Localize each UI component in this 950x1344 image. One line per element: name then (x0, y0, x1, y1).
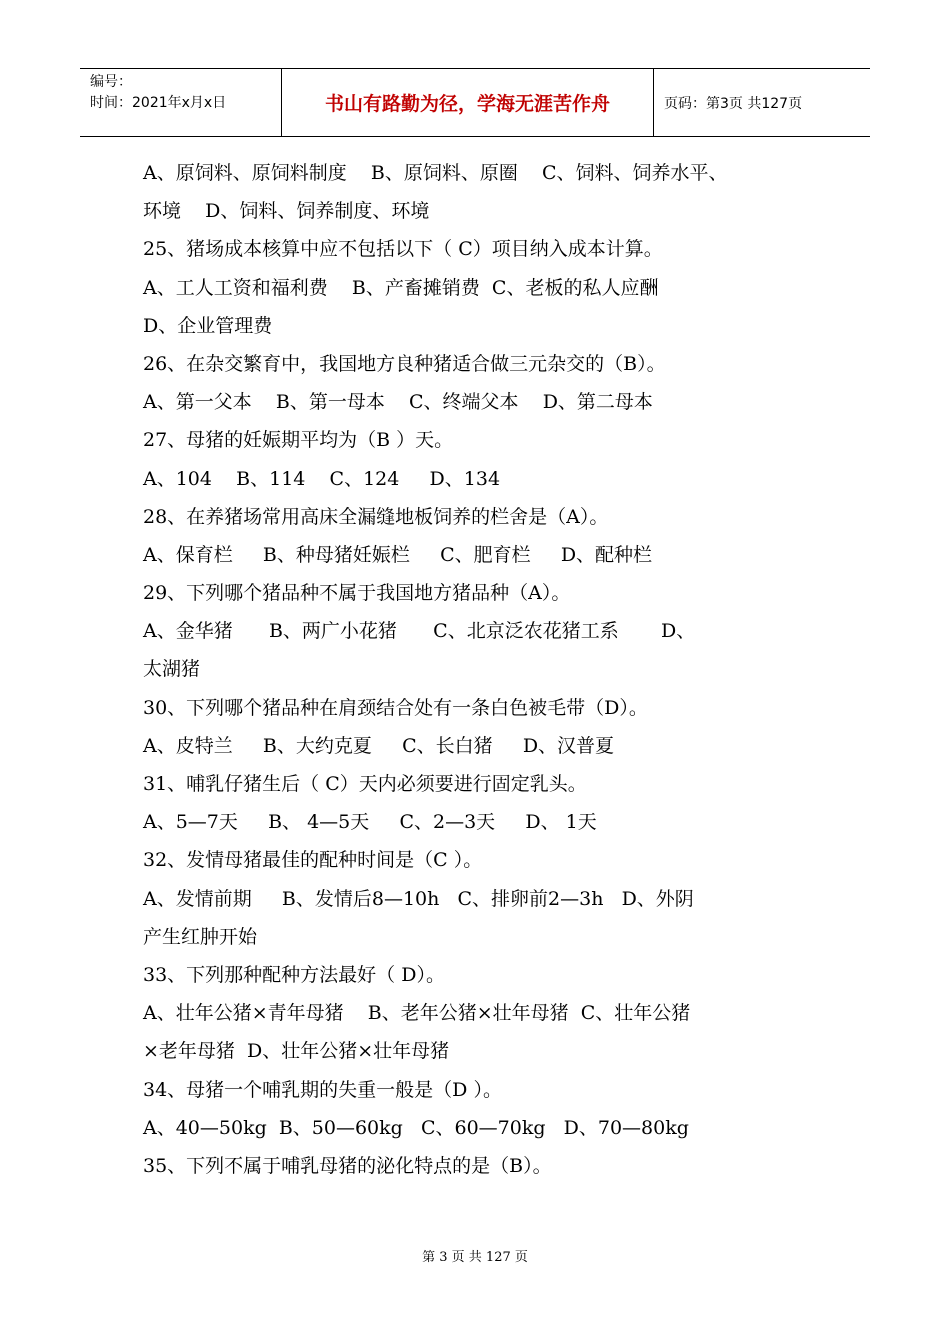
text-line: D、企业管理费 (143, 314, 273, 337)
time-label: 时间：2021年x月x日 (90, 95, 227, 111)
text-line: 35、下列不属于哺乳母猪的泌化特点的是（B）。 (143, 1154, 552, 1177)
text-line: 33、下列那种配种方法最好（ D）。 (143, 963, 445, 986)
text-line: A、工人工资和福利费 B、产畜摊销费 C、老板的私人应酬 (143, 276, 659, 299)
text-line: A、保育栏 B、种母猪妊娠栏 C、肥育栏 D、配种栏 (143, 543, 653, 566)
text-line: ×老年母猪 D、壮年公猪×壮年母猪 (143, 1040, 450, 1063)
header-motto: 书山有路勤为径，学海无涯苦作舟 (282, 69, 654, 136)
text-line: A、原饲料、原饲料制度 B、原饲料、原圈 C、饲料、饲养水平、 (143, 162, 728, 184)
text-line: 26、在杂交繁育中，我国地方良种猪适合做三元杂交的（B）。 (143, 352, 666, 375)
text-line: A、壮年公猪×青年母猪 B、老年公猪×壮年母猪 C、壮年公猪 (143, 1002, 691, 1025)
text-line: A、第一父本 B、第一母本 C、终端父本 D、第二母本 (143, 391, 653, 414)
text-line: 28、在养猪场常用高床全漏缝地板饲养的栏舍是（A）。 (143, 505, 609, 528)
header-page-label: 页码：第3页 共127页 (664, 95, 803, 112)
text-line: 34、母猪一个哺乳期的失重一般是（D ）。 (143, 1078, 502, 1101)
text-line: A、104 B、114 C、124 D、134 (143, 467, 501, 490)
text-line: A、金华猪 B、两广小花猪 C、北京泛农花猪工系 D、 (143, 620, 696, 643)
page-header (80, 68, 870, 137)
text-line: 27、母猪的妊娠期平均为（B ）天。 (143, 429, 454, 452)
text-line: 31、哺乳仔猪生后（ C）天内必须要进行固定乳头。 (143, 773, 587, 795)
question-body (143, 154, 823, 1185)
text-line: 太湖猪 (143, 658, 201, 681)
text-line: 32、发情母猪最佳的配种时间是（C ）。 (143, 849, 483, 872)
header-meta (80, 69, 282, 136)
text-line: A、皮特兰 B、大约克夏 C、长白猪 D、汉普夏 (143, 734, 615, 757)
text-line: 30、下列哪个猪品种在肩颈结合处有一条白色被毛带（D）。 (143, 696, 648, 719)
text-line: 产生红肿开始 (143, 925, 258, 948)
text-line: 29、下列哪个猪品种不属于我国地方猪品种（A）。 (143, 582, 571, 605)
number-label: 编号： (90, 74, 132, 90)
text-line: A、5—7天 B、 4—5天 C、2—3天 D、 1天 (143, 811, 597, 834)
text-line: 环境 D、饲料、饲养制度、环境 (143, 200, 430, 223)
text-line: A、发情前期 B、发情后8—10h C、排卵前2—3h D、外阴 (143, 887, 694, 910)
page-footer: 第 3 页 共 127 页 (422, 1250, 528, 1265)
text-line: 25、猪场成本核算中应不包括以下（ C）项目纳入成本计算。 (143, 238, 663, 261)
text-line: A、40—50kg B、50—60kg C、60—70kg D、70—80kg (143, 1116, 689, 1139)
